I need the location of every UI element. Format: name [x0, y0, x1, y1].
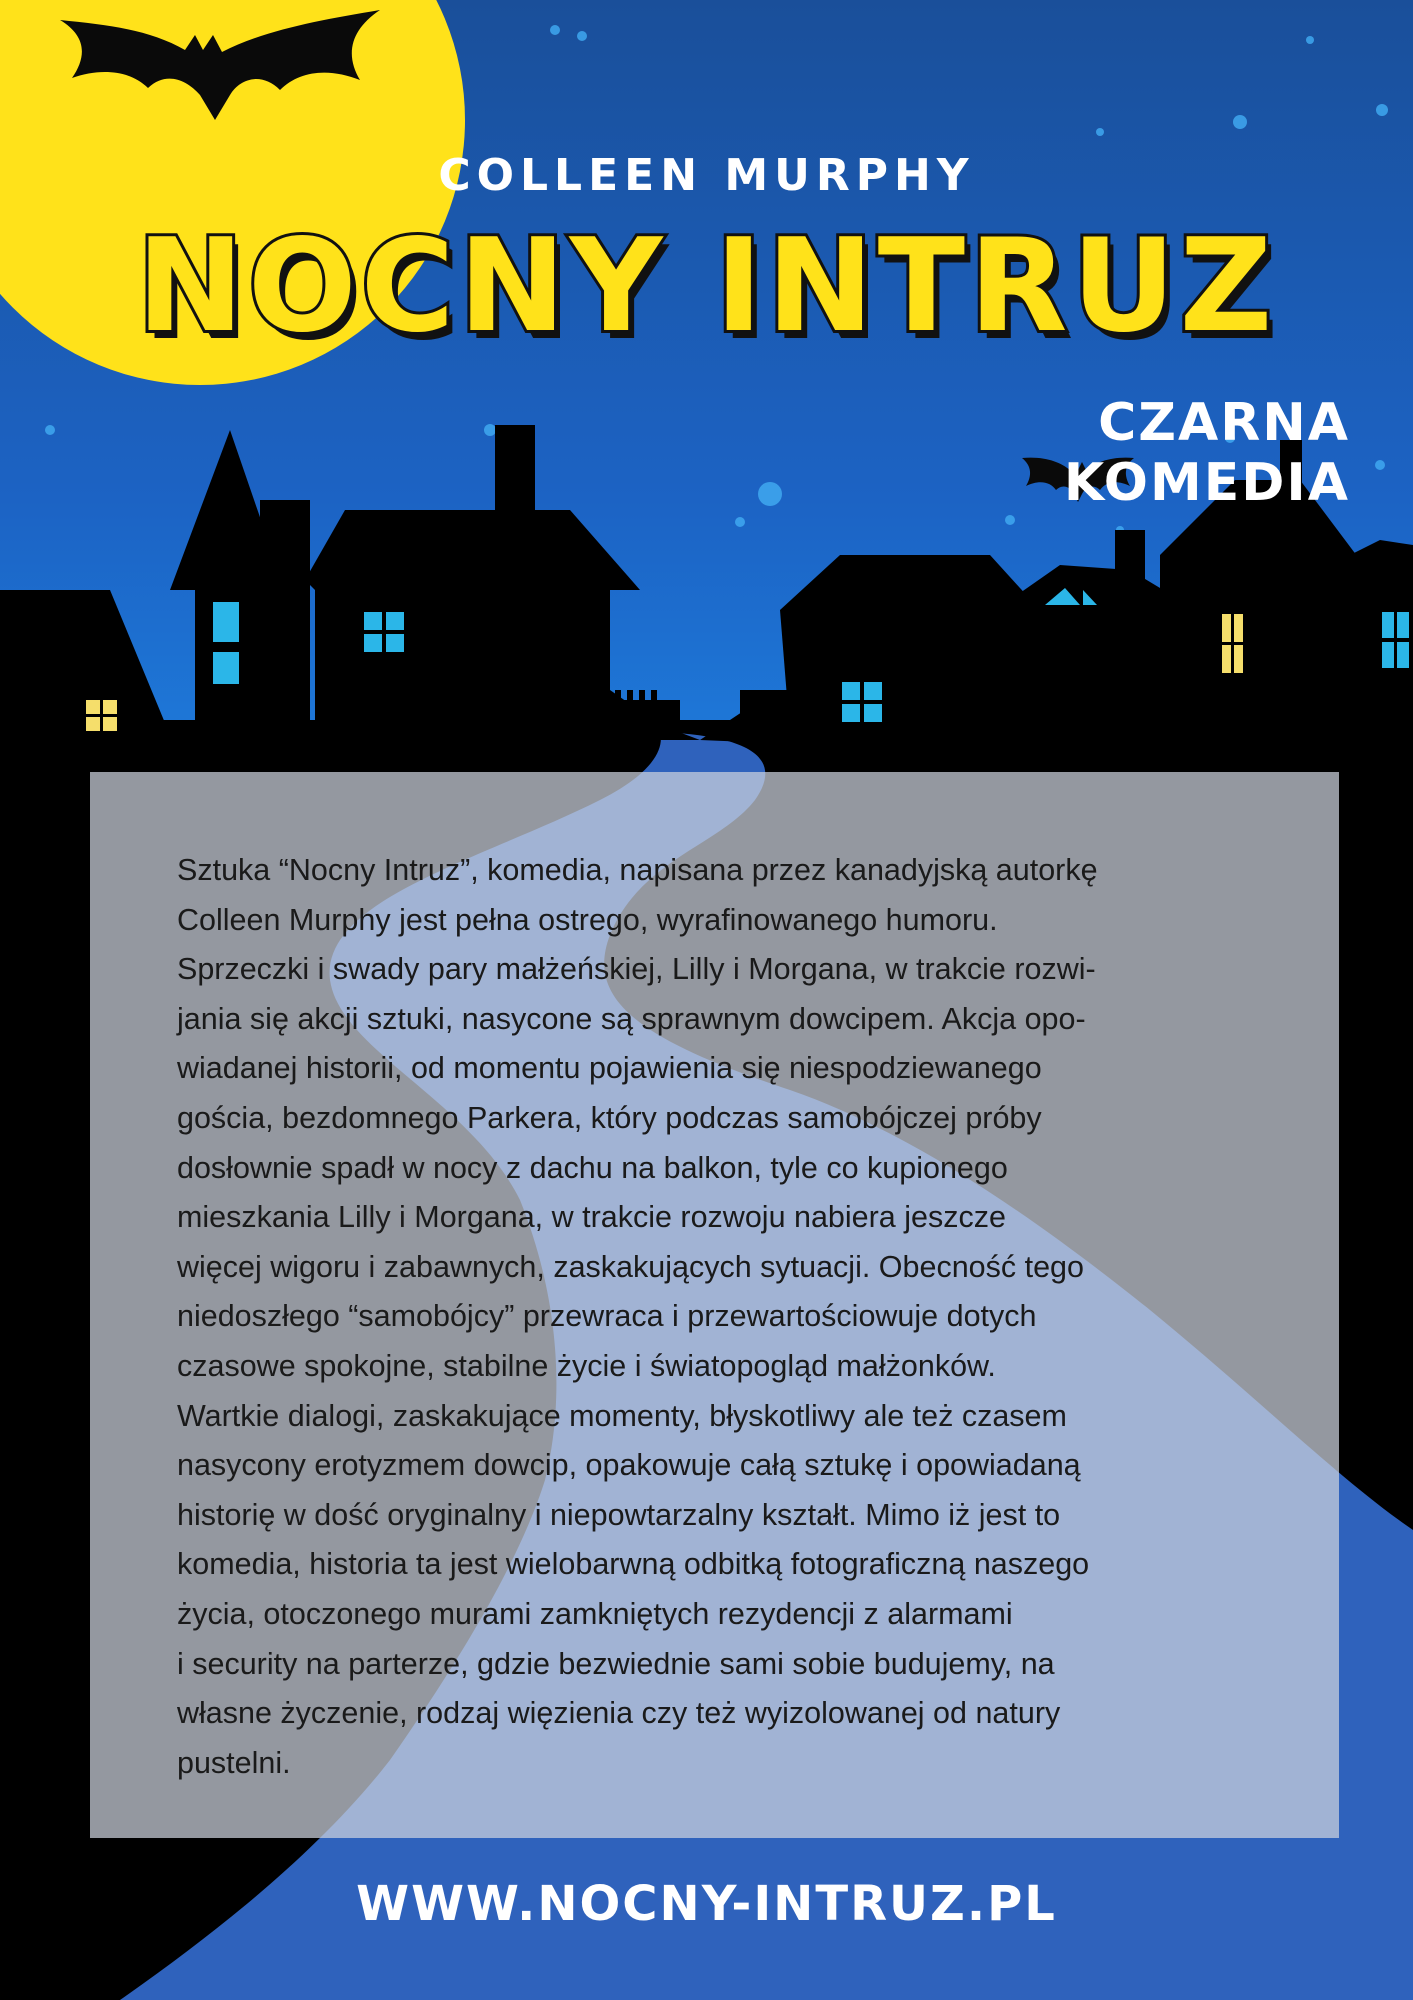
genre-subtitle: CZARNA KOMEDIA [1063, 393, 1350, 513]
play-title: NOCNY INTRUZ [136, 212, 1277, 361]
description-text: Sztuka “Nocny Intruz”, komedia, napisana przez kanadyjską autorkę Colleen Murphy jest pełna ostrego, wyrafinowanego humoru. Sprzeczki i swady pary małżeńskiej, Lilly i Morgana, w trakcie rozwi- jania się akcji sztuki, nasycone są sprawnym dowcipem. Akcja opo- wiadanej historii, od momentu pojawienia się niespodziewanego gościa, bezdomnego Parkera, który podczas samobójczej próby dosłownie spadł w nocy z dachu na balkon, tyle co kupionego mieszkania Lilly i Morgana, w trakcie rozwoju nabiera jeszcze więcej wigoru i zabawnych, zaskakujących sytuacji. Obecność tego niedoszłego “samobójcy” przewraca i przewartościowuje dotych czasowe spokojne, stabilne życie i światopogląd małżonków. Wartkie dialogi, zaskakujące momenty, błyskotliwy ale też czasem nasycony erotyzmem dowcip, opakowuje całą sztukę i opowiadaną historię w dość oryginalny i niepowtarzalny kształt. Mimo iż jest to komedia, historia ta jest wielobarwną odbitką fotograficzną naszego życia, otoczonego murami zamkniętych rezydencji z alarmami i security na parterze, gdzie bezwiednie sami sobie budujemy, na własne życzenie, rodzaj więzienia czy też wyizolowanej od natury pustelni. [177, 853, 1098, 1780]
description-panel [90, 772, 1339, 1838]
author-name: COLLEEN MURPHY [438, 150, 975, 201]
houses-left [0, 425, 700, 740]
website-link[interactable]: WWW.NOCNY-INTRUZ.PL [356, 1876, 1057, 1932]
